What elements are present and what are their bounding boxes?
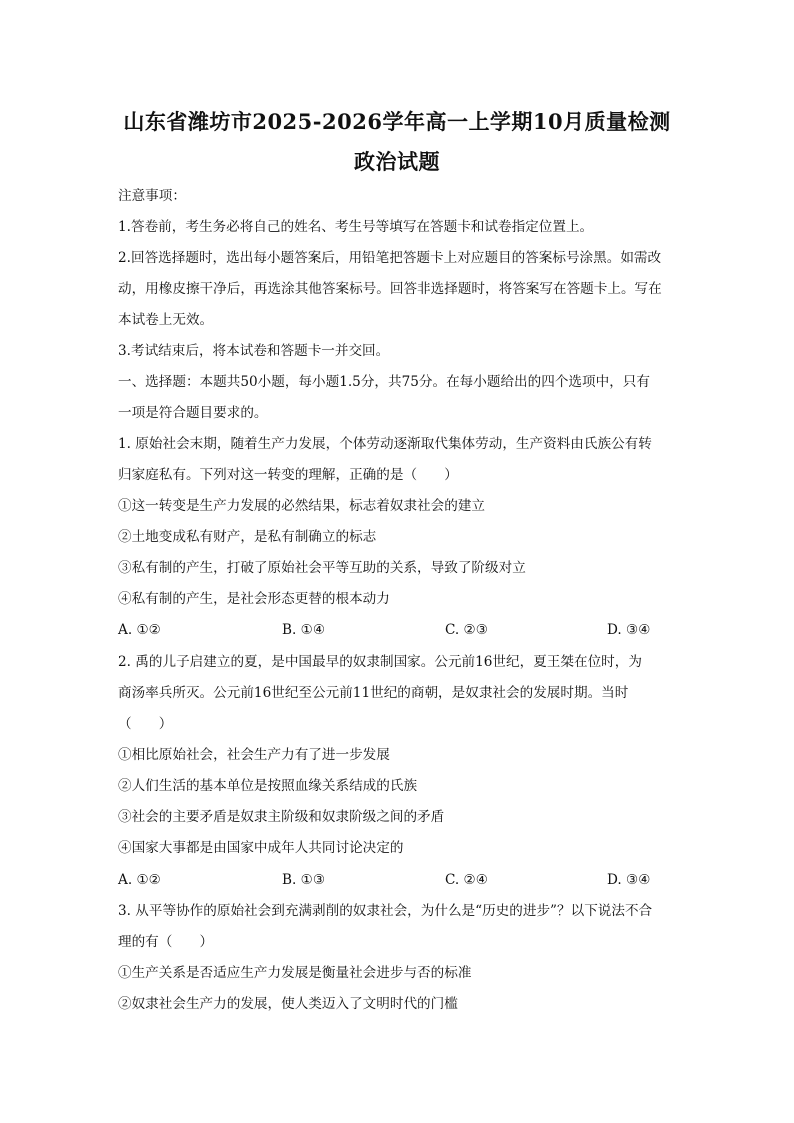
question-1-stem-line-2: 归家庭私有。下列对这一转变的理解，正确的是（ ） (118, 467, 458, 483)
section-heading-line-1: 一、选择题：本题共50小题，每小题1.5分，共75分。在每小题给出的四个选项中，只有 (118, 374, 650, 390)
question-3-stem-line-2: 理的有（ ） (118, 934, 214, 950)
notice-item-1: 1.答卷前，考生务必将自己的姓名、考生号等填写在答题卡和试卷指定位置上。 (118, 219, 594, 235)
question-3-statement-1: ①生产关系是否适应生产力发展是衡量社会进步与否的标准 (118, 965, 472, 981)
option-c: C. ②④ (445, 872, 488, 888)
option-b: B. ①④ (282, 622, 326, 638)
section-heading-line-2: 一项是符合题目要求的。 (118, 405, 268, 421)
question-3-stem-line-1: 3. 从平等协作的原始社会到充满剥削的奴隶社会，为什么是“历史的进步”？以下说法不合 (118, 903, 653, 919)
option-a: A. ①② (118, 622, 161, 638)
question-2-stem-line-2: 商汤率兵所灭。公元前16世纪至公元前11世纪的商朝，是奴隶社会的发展时期。当时 (118, 685, 629, 701)
document-title: 山东省潍坊市2025-2026学年高一上学期10月质量检测 (123, 109, 671, 134)
option-d: D. ③④ (607, 622, 651, 638)
option-a: A. ①② (118, 872, 161, 888)
question-2-options (118, 871, 678, 889)
question-1-options (118, 621, 678, 639)
question-2-statement-4: ④国家大事都是由国家中成年人共同讨论决定的 (118, 840, 404, 856)
question-2-statement-1: ①相比原始社会，社会生产力有了进一步发展 (118, 747, 390, 763)
question-2-statement-3: ③社会的主要矛盾是奴隶主阶级和奴隶阶级之间的矛盾 (118, 809, 445, 825)
question-2-stem-line-1: 2. 禹的儿子启建立的夏，是中国最早的奴隶制国家。公元前16世纪，夏王桀在位时，为 (118, 654, 642, 670)
question-1-statement-4: ④私有制的产生，是社会形态更替的根本动力 (118, 591, 390, 607)
question-2-statement-2: ②人们生活的基本单位是按照血缘关系结成的氏族 (118, 778, 418, 794)
option-d: D. ③④ (607, 872, 651, 888)
question-1-statement-1: ①这一转变是生产力发展的必然结果，标志着奴隶社会的建立 (118, 498, 486, 514)
notice-item-3: 3.考试结束后，将本试卷和答题卡一并交回。 (118, 343, 390, 359)
notice-item-2-line-1: 2.回答选择题时，选出每小题答案后，用铅笔把答题卡上对应题目的答案标号涂黑。如需改 (118, 250, 662, 266)
question-3-statement-2: ②奴隶社会生产力的发展，使人类迈入了文明时代的门槛 (118, 996, 458, 1012)
document-subtitle: 政治试题 (354, 149, 440, 174)
notice-heading: 注意事项： (118, 188, 186, 204)
option-c: C. ②③ (445, 622, 488, 638)
question-1-statement-3: ③私有制的产生，打破了原始社会平等互助的关系，导致了阶级对立 (118, 560, 526, 576)
notice-item-2-line-2: 动，用橡皮擦干净后，再选涂其他答案标号。回答非选择题时，将答案写在答题卡上。写在 (118, 281, 662, 297)
notice-item-2-line-3: 本试卷上无效。 (118, 312, 214, 328)
question-1-statement-2: ②土地变成私有财产，是私有制确立的标志 (118, 529, 377, 545)
question-2-stem-line-3: （ ） (118, 716, 173, 732)
option-b: B. ①③ (282, 872, 326, 888)
question-1-stem-line-1: 1. 原始社会末期，随着生产力发展，个体劳动逐渐取代集体劳动，生产资料由氏族公有转 (118, 436, 652, 452)
